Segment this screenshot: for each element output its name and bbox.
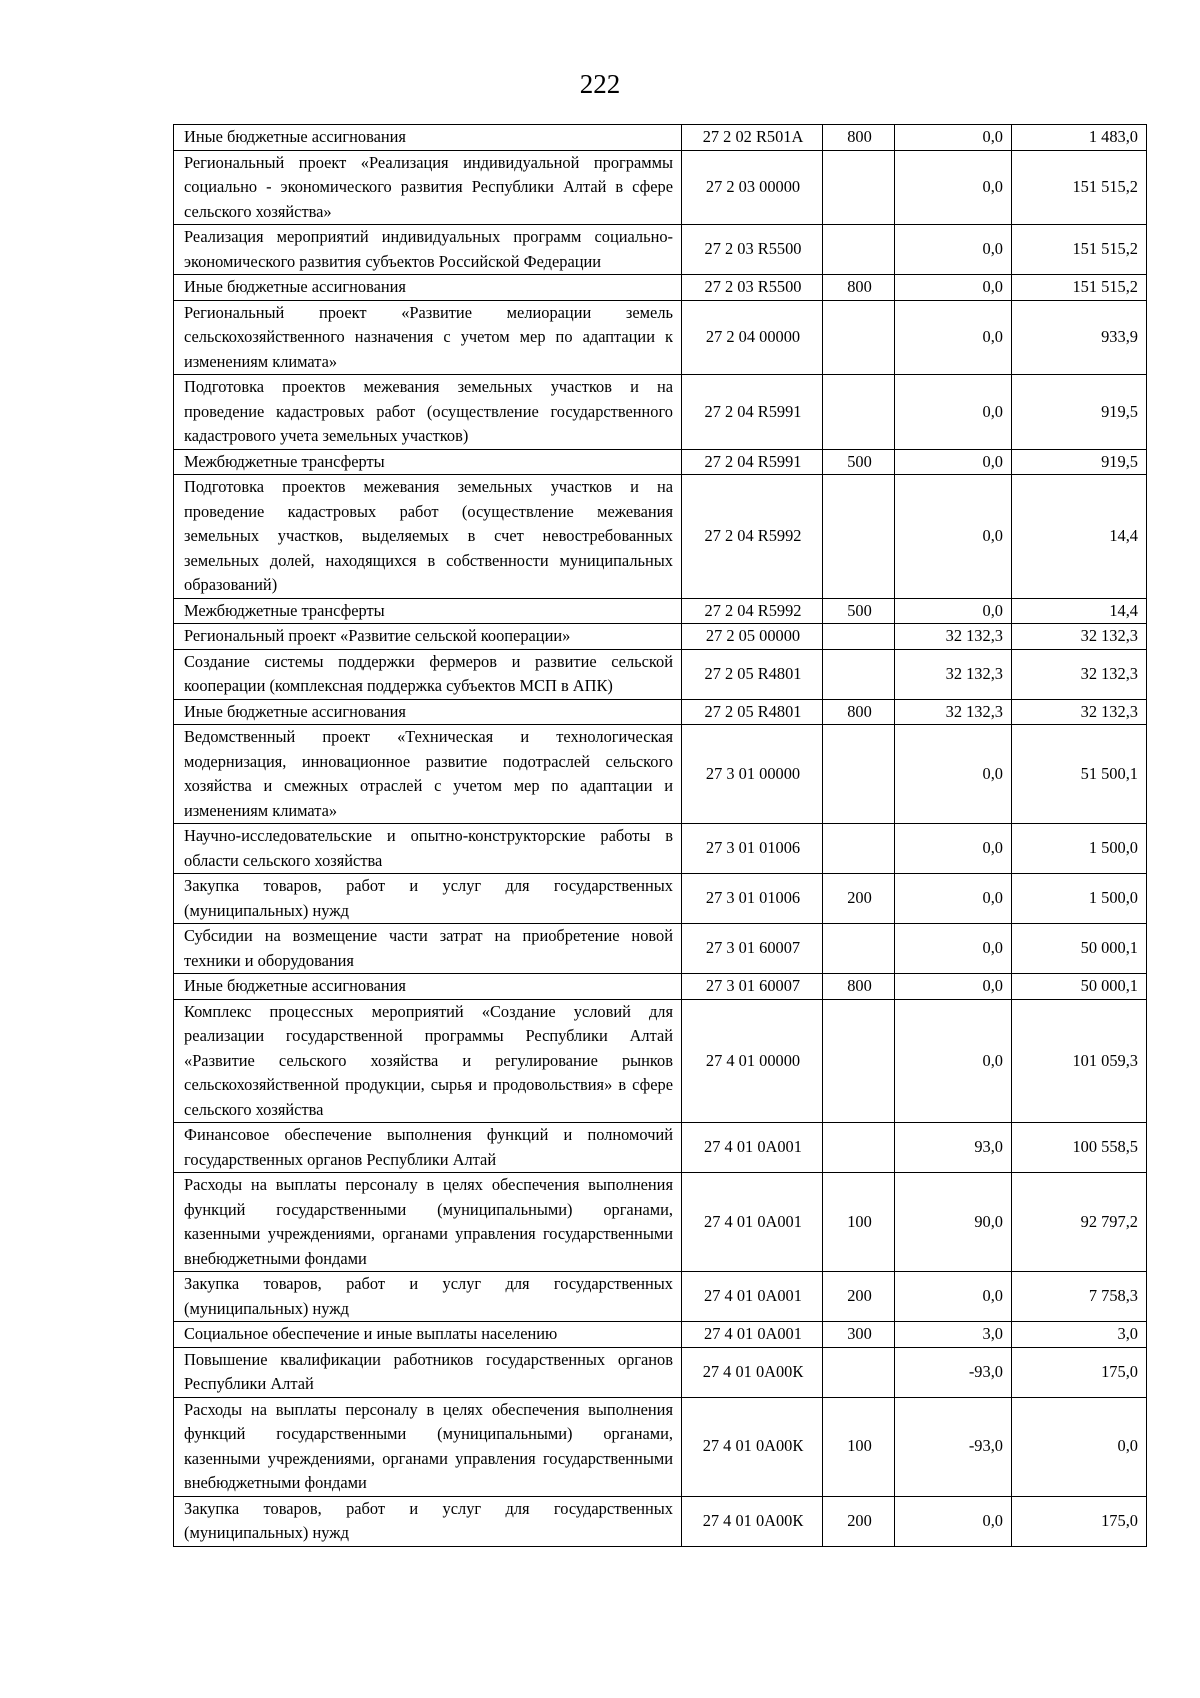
target-article-code-cell: 27 2 04 00000 (682, 300, 823, 375)
total-amount-cell: 151 515,2 (1012, 150, 1147, 225)
total-amount-cell: 32 132,3 (1012, 649, 1147, 699)
change-amount-cell: 0,0 (895, 824, 1012, 874)
target-article-code-cell: 27 3 01 00000 (682, 725, 823, 824)
table-row (174, 924, 1147, 974)
expense-name-cell: Межбюджетные трансферты (174, 598, 682, 624)
expense-type-cell (823, 225, 895, 275)
change-amount-cell: 0,0 (895, 375, 1012, 450)
table-row (174, 125, 1147, 151)
expense-name-cell: Региональный проект «Развитие сельской кооперации» (174, 624, 682, 650)
change-amount-cell: 0,0 (895, 598, 1012, 624)
expense-name-cell: Межбюджетные трансферты (174, 449, 682, 475)
table-row (174, 225, 1147, 275)
table-row (174, 999, 1147, 1123)
target-article-code-cell: 27 3 01 01006 (682, 824, 823, 874)
table-row (174, 1173, 1147, 1272)
total-amount-cell: 175,0 (1012, 1496, 1147, 1546)
table-row (174, 624, 1147, 650)
table-row (174, 1322, 1147, 1348)
change-amount-cell: 0,0 (895, 874, 1012, 924)
total-amount-cell: 50 000,1 (1012, 974, 1147, 1000)
change-amount-cell: 32 132,3 (895, 649, 1012, 699)
expense-type-cell (823, 725, 895, 824)
target-article-code-cell: 27 2 04 R5991 (682, 449, 823, 475)
table-row (174, 275, 1147, 301)
target-article-code-cell: 27 2 05 00000 (682, 624, 823, 650)
total-amount-cell: 92 797,2 (1012, 1173, 1147, 1272)
total-amount-cell: 7 758,3 (1012, 1272, 1147, 1322)
change-amount-cell: 0,0 (895, 1272, 1012, 1322)
expense-name-cell: Региональный проект «Реализация индивидуальной программы социально - экономического развития Республики Алтай в сфере сельского хозяйства» (174, 150, 682, 225)
total-amount-cell: 1 500,0 (1012, 874, 1147, 924)
target-article-code-cell: 27 4 01 00000 (682, 999, 823, 1123)
expense-name-cell: Закупка товаров, работ и услуг для государственных (муниципальных) нужд (174, 874, 682, 924)
expense-type-cell (823, 150, 895, 225)
table-row (174, 475, 1147, 599)
expense-type-cell: 800 (823, 974, 895, 1000)
budget-table (173, 124, 1147, 1547)
expense-type-cell (823, 300, 895, 375)
table-row (174, 150, 1147, 225)
change-amount-cell: 0,0 (895, 475, 1012, 599)
total-amount-cell: 1 483,0 (1012, 125, 1147, 151)
target-article-code-cell: 27 4 01 0А001 (682, 1272, 823, 1322)
target-article-code-cell: 27 4 01 0А00К (682, 1397, 823, 1496)
target-article-code-cell: 27 2 03 R5500 (682, 275, 823, 301)
expense-type-cell (823, 999, 895, 1123)
expense-name-cell: Иные бюджетные ассигнования (174, 699, 682, 725)
change-amount-cell: 0,0 (895, 1496, 1012, 1546)
target-article-code-cell: 27 2 05 R4801 (682, 649, 823, 699)
table-row (174, 699, 1147, 725)
expense-type-cell (823, 375, 895, 450)
table-row (174, 725, 1147, 824)
total-amount-cell: 919,5 (1012, 449, 1147, 475)
target-article-code-cell: 27 4 01 0А00К (682, 1496, 823, 1546)
expense-type-cell: 500 (823, 449, 895, 475)
total-amount-cell: 32 132,3 (1012, 699, 1147, 725)
total-amount-cell: 3,0 (1012, 1322, 1147, 1348)
expense-type-cell (823, 475, 895, 599)
change-amount-cell: 93,0 (895, 1123, 1012, 1173)
total-amount-cell: 1 500,0 (1012, 824, 1147, 874)
target-article-code-cell: 27 4 01 0А001 (682, 1123, 823, 1173)
target-article-code-cell: 27 4 01 0А001 (682, 1322, 823, 1348)
expense-type-cell: 800 (823, 125, 895, 151)
expense-name-cell: Реализация мероприятий индивидуальных программ социально-экономического развития субъектов Российской Федерации (174, 225, 682, 275)
change-amount-cell: 0,0 (895, 725, 1012, 824)
expense-name-cell: Комплекс процессных мероприятий «Создание условий для реализации государственной программы Республики Алтай «Развитие сельского хозяйства и регулирование рынков сельскохозяйственной продукции, сырья и продовольствия» в сфере сельского хозяйства (174, 999, 682, 1123)
table-row (174, 874, 1147, 924)
expense-name-cell: Ведомственный проект «Техническая и технологическая модернизация, инновационное развитие подотраслей сельского хозяйства и смежных отраслей с учетом мер по адаптации и изменениям климата» (174, 725, 682, 824)
expense-name-cell: Социальное обеспечение и иные выплаты населению (174, 1322, 682, 1348)
expense-name-cell: Расходы на выплаты персоналу в целях обеспечения выполнения функций государственными (муниципальными) органами, казенными учреждениями, органами управления государственными внебюджетными фондами (174, 1173, 682, 1272)
total-amount-cell: 14,4 (1012, 598, 1147, 624)
change-amount-cell: 0,0 (895, 974, 1012, 1000)
change-amount-cell: 0,0 (895, 125, 1012, 151)
target-article-code-cell: 27 3 01 01006 (682, 874, 823, 924)
target-article-code-cell: 27 4 01 0А00К (682, 1347, 823, 1397)
expense-type-cell (823, 624, 895, 650)
expense-type-cell (823, 1347, 895, 1397)
expense-name-cell: Подготовка проектов межевания земельных участков и на проведение кадастровых работ (осуществление межевания земельных участков, выделяемых в счет невостребованных земельных долей, находящихся в собственности муниципальных образований) (174, 475, 682, 599)
target-article-code-cell: 27 2 02 R501А (682, 125, 823, 151)
target-article-code-cell: 27 2 04 R5992 (682, 475, 823, 599)
table-row (174, 1397, 1147, 1496)
expense-type-cell: 200 (823, 1496, 895, 1546)
target-article-code-cell: 27 3 01 60007 (682, 974, 823, 1000)
table-row (174, 824, 1147, 874)
expense-name-cell: Повышение квалификации работников государственных органов Республики Алтай (174, 1347, 682, 1397)
expense-name-cell: Иные бюджетные ассигнования (174, 125, 682, 151)
target-article-code-cell: 27 2 04 R5992 (682, 598, 823, 624)
change-amount-cell: 32 132,3 (895, 699, 1012, 725)
expense-name-cell: Иные бюджетные ассигнования (174, 974, 682, 1000)
total-amount-cell: 0,0 (1012, 1397, 1147, 1496)
expense-type-cell (823, 824, 895, 874)
budget-table-body (174, 125, 1147, 1547)
expense-name-cell: Расходы на выплаты персоналу в целях обеспечения выполнения функций государственными (муниципальными) органами, казенными учреждениями, органами управления государственными внебюджетными фондами (174, 1397, 682, 1496)
target-article-code-cell: 27 2 03 R5500 (682, 225, 823, 275)
change-amount-cell: 0,0 (895, 225, 1012, 275)
target-article-code-cell: 27 4 01 0А001 (682, 1173, 823, 1272)
change-amount-cell: -93,0 (895, 1397, 1012, 1496)
expense-type-cell (823, 649, 895, 699)
change-amount-cell: 0,0 (895, 150, 1012, 225)
expense-name-cell: Финансовое обеспечение выполнения функций и полномочий государственных органов Республики Алтай (174, 1123, 682, 1173)
total-amount-cell: 933,9 (1012, 300, 1147, 375)
change-amount-cell: 0,0 (895, 300, 1012, 375)
change-amount-cell: 0,0 (895, 924, 1012, 974)
expense-name-cell: Закупка товаров, работ и услуг для государственных (муниципальных) нужд (174, 1272, 682, 1322)
total-amount-cell: 101 059,3 (1012, 999, 1147, 1123)
expense-type-cell: 800 (823, 275, 895, 301)
expense-type-cell (823, 924, 895, 974)
expense-type-cell (823, 1123, 895, 1173)
expense-type-cell: 100 (823, 1173, 895, 1272)
total-amount-cell: 151 515,2 (1012, 275, 1147, 301)
change-amount-cell: 0,0 (895, 449, 1012, 475)
total-amount-cell: 151 515,2 (1012, 225, 1147, 275)
target-article-code-cell: 27 2 04 R5991 (682, 375, 823, 450)
change-amount-cell: 0,0 (895, 275, 1012, 301)
change-amount-cell: 32 132,3 (895, 624, 1012, 650)
table-row (174, 598, 1147, 624)
total-amount-cell: 50 000,1 (1012, 924, 1147, 974)
expense-type-cell: 300 (823, 1322, 895, 1348)
table-row (174, 974, 1147, 1000)
total-amount-cell: 51 500,1 (1012, 725, 1147, 824)
target-article-code-cell: 27 3 01 60007 (682, 924, 823, 974)
table-row (174, 375, 1147, 450)
total-amount-cell: 175,0 (1012, 1347, 1147, 1397)
expense-type-cell: 100 (823, 1397, 895, 1496)
table-row (174, 300, 1147, 375)
change-amount-cell: -93,0 (895, 1347, 1012, 1397)
table-row (174, 1272, 1147, 1322)
table-row (174, 1123, 1147, 1173)
total-amount-cell: 919,5 (1012, 375, 1147, 450)
total-amount-cell: 14,4 (1012, 475, 1147, 599)
expense-type-cell: 200 (823, 874, 895, 924)
expense-name-cell: Субсидии на возмещение части затрат на приобретение новой техники и оборудования (174, 924, 682, 974)
expense-type-cell: 500 (823, 598, 895, 624)
table-row (174, 449, 1147, 475)
expense-name-cell: Региональный проект «Развитие мелиорации земель сельскохозяйственного назначения с учетом мер по адаптации к изменениям климата» (174, 300, 682, 375)
expense-type-cell: 200 (823, 1272, 895, 1322)
total-amount-cell: 32 132,3 (1012, 624, 1147, 650)
table-row (174, 649, 1147, 699)
page-number: 222 (579, 69, 621, 99)
change-amount-cell: 3,0 (895, 1322, 1012, 1348)
expense-name-cell: Закупка товаров, работ и услуг для государственных (муниципальных) нужд (174, 1496, 682, 1546)
change-amount-cell: 0,0 (895, 999, 1012, 1123)
total-amount-cell: 100 558,5 (1012, 1123, 1147, 1173)
table-row (174, 1347, 1147, 1397)
expense-name-cell: Научно-исследовательские и опытно-конструкторские работы в области сельского хозяйства (174, 824, 682, 874)
expense-name-cell: Иные бюджетные ассигнования (174, 275, 682, 301)
change-amount-cell: 90,0 (895, 1173, 1012, 1272)
expense-type-cell: 800 (823, 699, 895, 725)
table-row (174, 1496, 1147, 1546)
expense-name-cell: Подготовка проектов межевания земельных участков и на проведение кадастровых работ (осуществление государственного кадастрового учета земельных участков) (174, 375, 682, 450)
target-article-code-cell: 27 2 05 R4801 (682, 699, 823, 725)
target-article-code-cell: 27 2 03 00000 (682, 150, 823, 225)
expense-name-cell: Создание системы поддержки фермеров и развитие сельской кооперации (комплексная поддержка субъектов МСП в АПК) (174, 649, 682, 699)
